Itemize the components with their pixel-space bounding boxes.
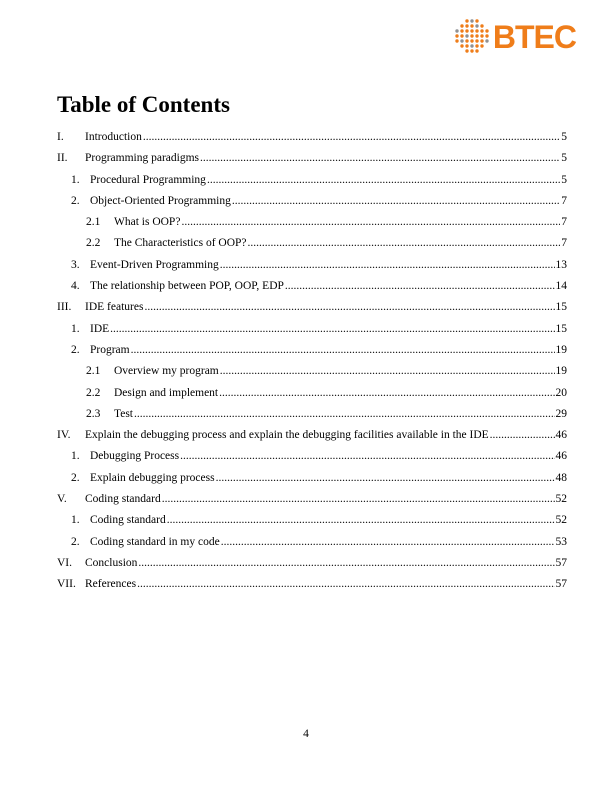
toc-entry-title: Test <box>114 407 133 420</box>
toc-entry[interactable] <box>57 319 567 340</box>
btec-logo-text: BTEC <box>492 19 576 55</box>
toc-entry[interactable] <box>57 383 567 404</box>
toc-entry[interactable] <box>57 361 567 382</box>
toc-entry-title: Conclusion <box>85 556 138 569</box>
toc-leader-dots <box>248 233 561 254</box>
toc-leader-dots <box>232 191 560 212</box>
toc-entry-page: 7 <box>561 194 567 207</box>
toc-entry-number: 2.2 <box>86 237 101 250</box>
toc-leader-dots <box>221 532 555 553</box>
toc-entry[interactable] <box>57 212 567 233</box>
toc-entry-page: 5 <box>561 173 567 186</box>
toc-leader-dots <box>220 255 555 276</box>
toc-entry-page: 15 <box>555 301 567 314</box>
toc-entry-number: 2. <box>71 194 80 207</box>
btec-dot-sphere-icon <box>454 16 492 58</box>
btec-logo <box>454 16 576 58</box>
toc-entry-title: Programming paradigms <box>85 152 200 165</box>
toc-leader-dots <box>137 574 554 595</box>
toc-entry-page: 46 <box>555 450 567 463</box>
toc-entry-title: Debugging Process <box>90 450 180 463</box>
toc-entry-number: 3. <box>71 258 80 271</box>
toc-list <box>57 127 567 596</box>
toc-leader-dots <box>200 148 560 169</box>
toc-entry-number: I. <box>57 131 64 143</box>
toc-entry[interactable] <box>57 340 567 361</box>
toc-entry-page: 15 <box>555 322 567 335</box>
toc-entry-page: 48 <box>555 471 567 484</box>
toc-entry-title: Coding standard in my code <box>90 535 220 548</box>
toc-entry[interactable] <box>57 510 567 531</box>
toc-entry-page: 14 <box>555 280 567 293</box>
toc-entry-title: IDE features <box>85 301 144 314</box>
toc-entry-title: Explain the debugging process and explain the debugging facilities available in the IDE <box>85 429 489 442</box>
toc-entry[interactable] <box>57 553 567 574</box>
toc-entry[interactable] <box>57 446 567 467</box>
toc-entry-title: What is OOP? <box>114 216 181 229</box>
toc-entry-title: The relationship between POP, OOP, EDP <box>90 280 284 293</box>
toc-entry[interactable] <box>57 425 567 446</box>
toc-entry-title: Introduction <box>85 131 142 143</box>
toc-entry-number: 4. <box>71 280 80 293</box>
toc-entry-page: 52 <box>555 514 567 527</box>
toc-leader-dots <box>138 553 554 574</box>
toc-entry[interactable] <box>57 276 567 297</box>
toc-leader-dots <box>207 170 560 191</box>
toc-entry-title: Design and implement <box>114 386 219 399</box>
toc-leader-dots <box>490 425 555 446</box>
toc-entry-number: VII. <box>57 578 76 591</box>
footer-page-number: 4 <box>303 728 309 740</box>
toc-entry-number: 2.3 <box>86 407 101 420</box>
toc-entry-title: Coding standard <box>85 493 161 506</box>
toc-entry-number: 1. <box>71 173 80 186</box>
toc-entry[interactable] <box>57 297 567 318</box>
toc-entry-number: 1. <box>71 322 80 335</box>
toc-entry-page: 7 <box>561 216 567 229</box>
toc-leader-dots <box>167 510 555 531</box>
toc-entry-number: II. <box>57 152 68 165</box>
toc-entry[interactable] <box>57 255 567 276</box>
toc-leader-dots <box>110 319 554 340</box>
toc-entry-title: IDE <box>90 322 110 335</box>
toc-leader-dots <box>143 127 560 148</box>
toc-entry-number: 2.2 <box>86 386 101 399</box>
toc-entry-number: 2. <box>71 535 80 548</box>
toc-entry-page: 29 <box>555 407 567 420</box>
toc-leader-dots <box>220 361 555 382</box>
toc-entry[interactable] <box>57 170 567 191</box>
toc-entry-number: III. <box>57 301 72 314</box>
toc-leader-dots <box>134 404 555 425</box>
toc-entry[interactable] <box>57 468 567 489</box>
toc-entry-title: Object-Oriented Programming <box>90 194 231 207</box>
toc-entry-page: 5 <box>561 131 567 143</box>
toc-entry-page: 46 <box>555 429 567 442</box>
page-title: Table of Contents <box>57 92 230 117</box>
toc-entry-number: VI. <box>57 556 73 569</box>
toc-entry-page: 13 <box>555 258 567 271</box>
toc-entry[interactable] <box>57 148 567 169</box>
toc-leader-dots <box>131 340 555 361</box>
toc-entry-page: 52 <box>555 493 567 506</box>
toc-entry[interactable] <box>57 489 567 510</box>
toc-entry-page: 57 <box>555 556 567 569</box>
toc-entry-title: The Characteristics of OOP? <box>114 237 247 250</box>
toc-entry-page: 5 <box>561 152 567 165</box>
toc-entry-title: Event-Driven Programming <box>90 258 219 271</box>
toc-entry-page: 57 <box>555 578 567 591</box>
toc-leader-dots <box>144 297 554 318</box>
toc-entry-number: 2.1 <box>86 216 101 229</box>
toc-entry[interactable] <box>57 191 567 212</box>
toc-entry-page: 19 <box>555 365 567 378</box>
toc-entry-number: 2. <box>71 471 80 484</box>
toc-entry-title: Program <box>90 343 130 356</box>
toc-entry-number: 1. <box>71 450 80 463</box>
toc-entry-page: 19 <box>555 343 567 356</box>
toc-leader-dots <box>181 212 560 233</box>
toc-entry[interactable] <box>57 127 567 148</box>
toc-leader-dots <box>180 446 554 467</box>
toc-section <box>57 92 567 596</box>
toc-entry-number: V. <box>57 493 67 506</box>
toc-entry-number: 2. <box>71 343 80 356</box>
toc-entry[interactable] <box>57 233 567 254</box>
toc-entry-number: IV. <box>57 429 71 442</box>
toc-entry[interactable] <box>57 574 567 595</box>
toc-leader-dots <box>162 489 555 510</box>
toc-entry[interactable] <box>57 404 567 425</box>
toc-leader-dots <box>285 276 555 297</box>
toc-entry-title: Overview my program <box>114 365 219 378</box>
toc-entry-page: 7 <box>561 237 567 250</box>
toc-entry-number: 1. <box>71 514 80 527</box>
toc-entry-number: 2.1 <box>86 365 101 378</box>
toc-leader-dots <box>219 383 554 404</box>
toc-entry-page: 53 <box>555 535 567 548</box>
toc-entry-page: 20 <box>555 386 567 399</box>
toc-leader-dots <box>216 468 555 489</box>
toc-entry-title: Procedural Programming <box>90 173 206 186</box>
toc-entry-title: Explain debugging process <box>90 471 215 484</box>
toc-entry-title: References <box>85 578 137 591</box>
toc-entry[interactable] <box>57 532 567 553</box>
toc-entry-title: Coding standard <box>90 514 166 527</box>
